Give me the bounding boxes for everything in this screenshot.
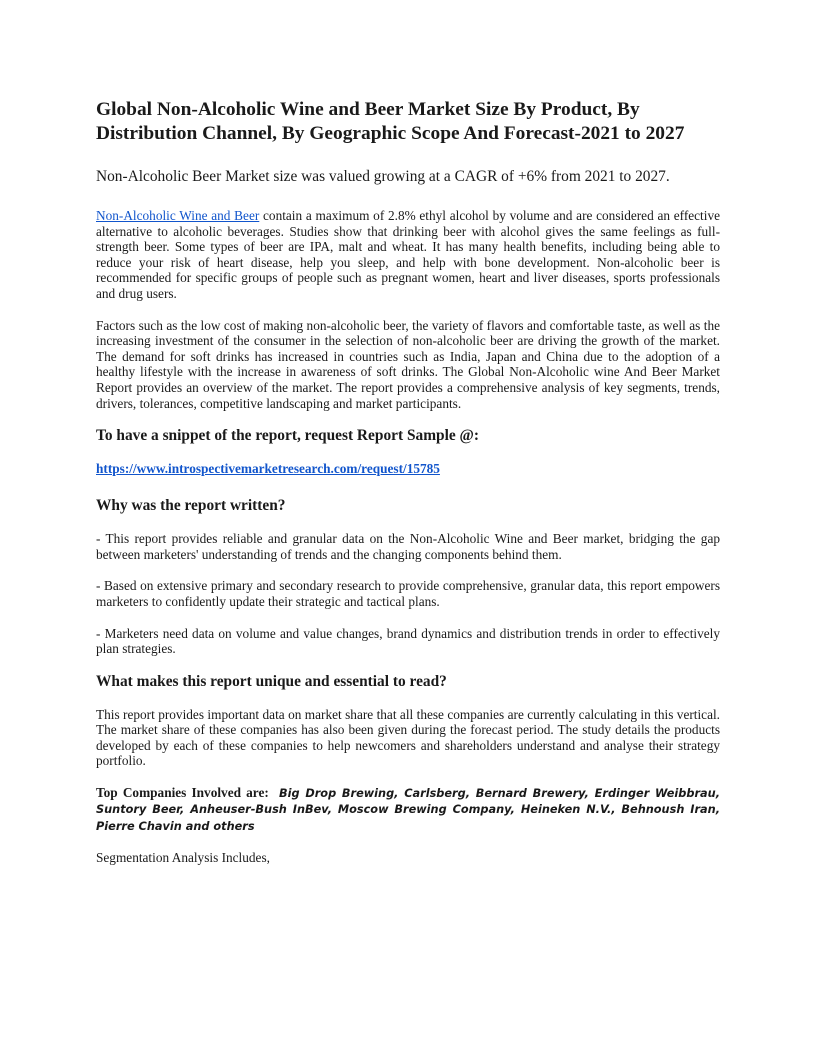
unique-paragraph: This report provides important data on market share that all these companies are currently calculating in this vertical. The market share of these companies has also been given during the forecast period. The study details the products developed by each of these companies to help newcomers and shareholders understand and analyse their strategy portfolio. xyxy=(96,706,720,769)
factors-paragraph: Factors such as the low cost of making non-alcoholic beer, the variety of flavors and comfortable taste, as well as the increasing investment of the consumer in the selection of non-alcoholic beer are driving the growth of the market. The demand for soft drinks has increased in countries such as India, Japan and China due to the adoption of a healthy lifestyle with the increase in awareness of soft drinks. The Global Non-Alcoholic wine And Beer Market Report provides an overview of the market. The report provides a comprehensive analysis of key segments, trends, drivers, tolerances, competitive landscaping and market participants. xyxy=(96,317,720,411)
companies-list: Big Drop Brewing, Carlsberg, Bernard Brewery, Erdinger Weibbrau, Suntory Beer, Anheuser-Bush InBev, Moscow Brewing Company, Heineken N.V., Behnoush Iran, Pierre Chavin and others xyxy=(96,787,720,833)
sample-request-link[interactable]: https://www.introspectivemarketresearch.com/request/15785 xyxy=(96,461,440,477)
segmentation-text: Segmentation Analysis Includes, xyxy=(96,850,270,866)
why-heading: Why was the report written? xyxy=(96,497,286,515)
companies-paragraph xyxy=(96,785,720,834)
unique-heading: What makes this report unique and essential to read? xyxy=(96,672,447,690)
sample-url-line xyxy=(96,461,720,477)
intro-text: contain a maximum of 2.8% ethyl alcohol by volume and are considered an effective alternative to alcoholic beverages. Studies show that drinking beer with alcohol gives the same feelings as full-strength beer. Some types of beer are IPA, malt and wheat. It has many health benefits, including being able to reduce your risk of heart disease, help you sleep, and help with bone development. Non-alcoholic beer is recommended for specific groups of people such as pregnant women, heart and liver diseases, sports professionals and drug users. xyxy=(96,208,720,301)
document-title: Global Non-Alcoholic Wine and Beer Market Size By Product, By Distribution Channel, By Geographic Scope And Forecast-2021 to 2027 xyxy=(96,99,685,144)
why-point: - Marketers need data on volume and value changes, brand dynamics and distribution trends in order to effectively plan strategies. xyxy=(96,625,720,657)
why-point: - Based on extensive primary and secondary research to provide comprehensive, granular data, this report empowers marketers to confidently update their strategic and tactical plans. xyxy=(96,578,720,609)
lead-paragraph: Non-Alcoholic Beer Market size was valued growing at a CAGR of +6% from 2021 to 2027. xyxy=(96,168,670,185)
companies-label: Top Companies Involved are: xyxy=(96,785,269,801)
document-page xyxy=(96,98,720,866)
why-point: - This report provides reliable and granular data on the Non-Alcoholic Wine and Beer market, bridging the gap between marketers' understanding of trends and the changing components behind them. xyxy=(96,531,720,562)
product-link[interactable]: Non-Alcoholic Wine and Beer xyxy=(96,208,260,223)
sample-heading: To have a snippet of the report, request Report Sample @: xyxy=(96,427,479,445)
intro-paragraph xyxy=(96,208,720,302)
